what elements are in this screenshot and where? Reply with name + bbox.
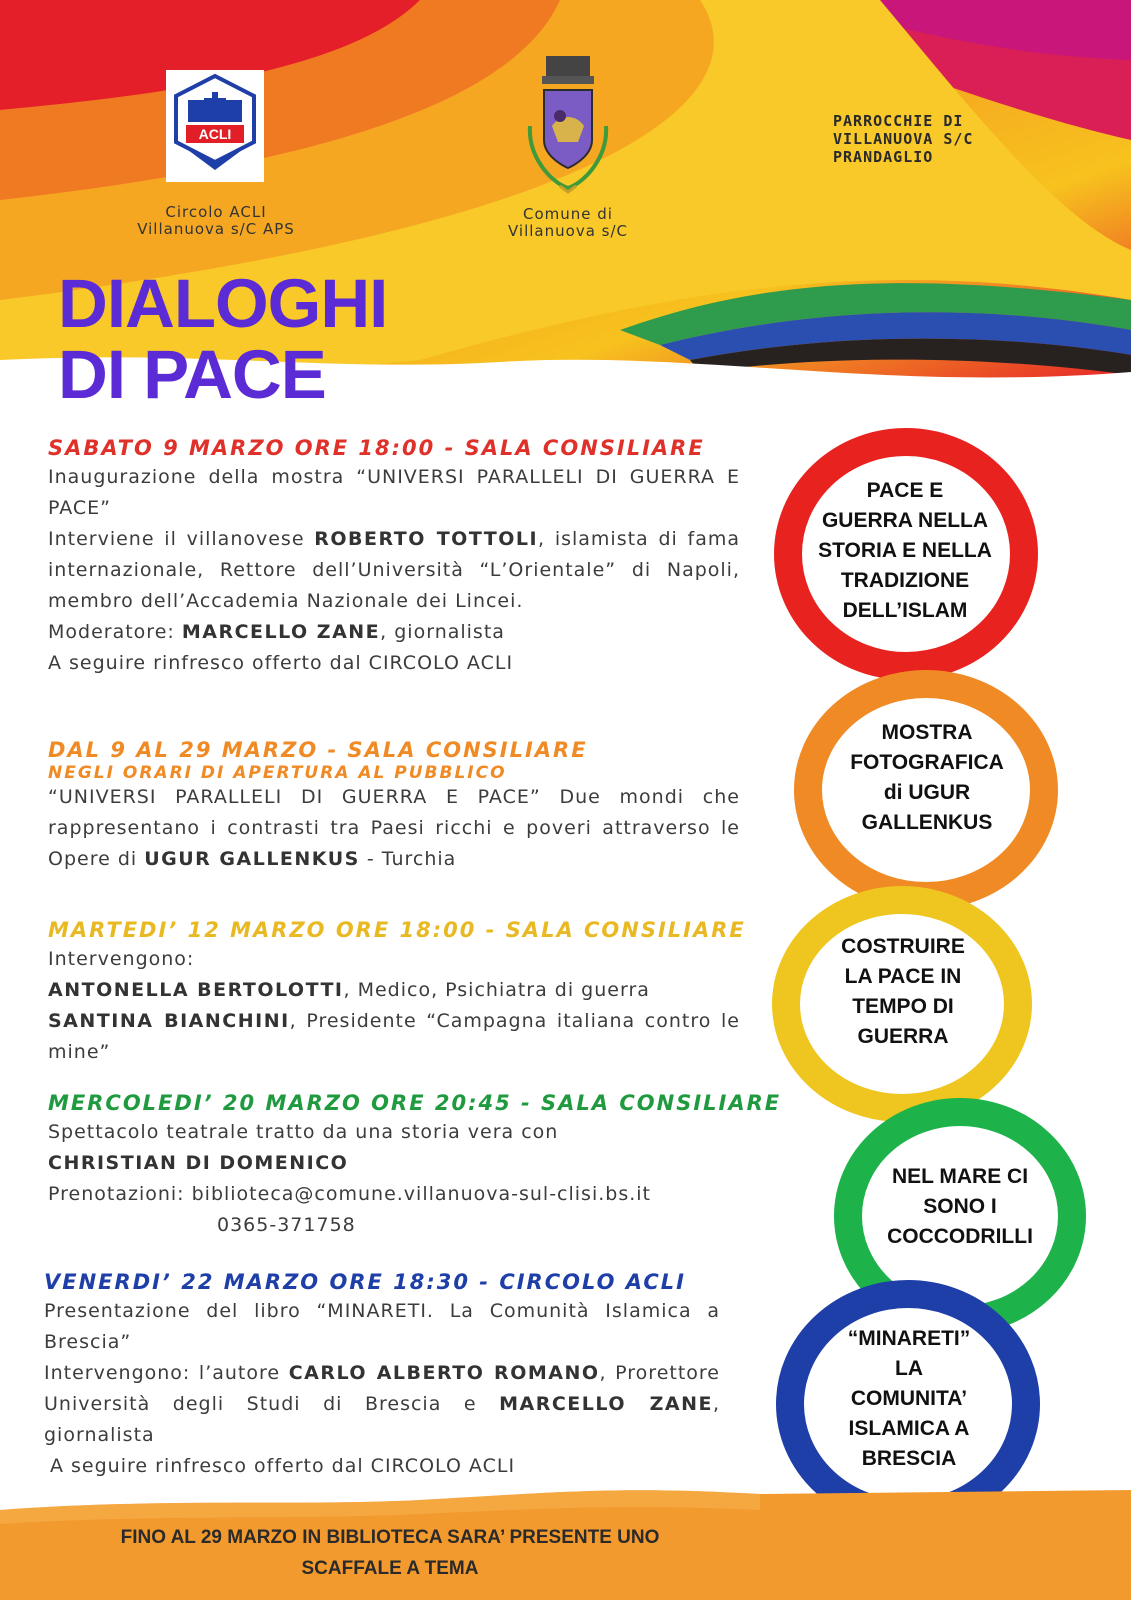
svg-text:ACLI: ACLI: [198, 126, 232, 142]
event-body: Inaugurazione della mostra “UNIVERSI PARALLELI DI GUERRA E PACE” Interviene il villanovese ROBERTO TOTTOLI, islamista di fama internazionale, Rettore dell’Università “L’Orientale” di Napoli, membro dell’Accademia Nazionale dei Lincei. Moderatore: MARCELLO ZANE, giornalista A seguire rinfresco offerto dal CIRCOLO ACLI: [48, 466, 741, 674]
circle-coccodrilli: NEL MARE CI SONO I COCCODRILLI: [820, 1092, 1110, 1342]
event-subheading: NEGLI ORARI DI APERTURA AL PUBBLICO: [48, 763, 507, 783]
circle-costruire: COSTRUIRE LA PACE IN TEMPO DI GUERRA: [758, 880, 1048, 1128]
event-body: Spettacolo teatrale tratto da una storia vera con CHRISTIAN DI DOMENICO Prenotazioni: biblioteca@comune.villanuova-sul-clisi.bs.it 0365-371758: [48, 1121, 652, 1236]
acli-caption: Circolo ACLI Villanuova s/C APS: [137, 203, 295, 238]
comune-crest: [520, 56, 616, 200]
event-body: “UNIVERSI PARALLELI DI GUERRA E PACE” Due mondi che rappresentano i contrasti tra Paesi ricchi e poveri attraverso le Opere di UGUR GALLENKUS - Turchia: [48, 786, 740, 870]
event-heading: DAL 9 AL 29 MARZO - SALA CONSILIARE: [48, 738, 588, 762]
event-body: Intervengono: ANTONELLA BERTOLOTTI, Medico, Psichiatra di guerra SANTINA BIANCHINI, Presidente “Campagna italiana contro le mine”: [48, 948, 740, 1063]
event-2: [48, 736, 740, 875]
circle-pace-guerra: PACE E GUERRA NELLA STORIA E NELLA TRADIZIONE DELL’ISLAM: [760, 418, 1050, 688]
comune-caption: Comune di Villanuova s/C: [508, 205, 628, 240]
footer-note: FINO AL 29 MARZO IN BIBLIOTECA SARA’ PRESENTE UNO SCAFFALE A TEMA: [120, 1527, 660, 1579]
event-heading: SABATO 9 MARZO ORE 18:00 - SALA CONSILIARE: [48, 436, 705, 460]
event-3: [48, 916, 746, 1068]
event-heading: MERCOLEDI’ 20 MARZO ORE 20:45 - SALA CONSILIARE: [48, 1091, 782, 1115]
event-1: [48, 434, 740, 679]
event-heading: MARTEDI’ 12 MARZO ORE 18:00 - SALA CONSILIARE: [48, 918, 746, 942]
circle-mostra: MOSTRA FOTOGRAFICA di UGUR GALLENKUS: [780, 662, 1070, 920]
page-title: DIALOGHI DI PACE: [58, 265, 388, 413]
event-4: [48, 1089, 798, 1241]
event-body: Presentazione del libro “MINARETI. La Comunità Islamica a Brescia” Intervengono: l’autore CARLO ALBERTO ROMANO, Prorettore Università degli Studi di Brescia e MARCELLO ZANE, giornalista A seguire rinfresco offerto dal CIRCOLO ACLI: [44, 1300, 720, 1477]
parish-label: PARROCCHIE DI VILLANUOVA S/C PRANDAGLIO: [833, 112, 974, 166]
circle-minareti: “MINARETI” LA COMUNITA’ ISLAMICA A BRESCIA: [762, 1272, 1052, 1534]
acli-logo: [166, 70, 264, 182]
event-heading: VENERDI’ 22 MARZO ORE 18:30 - CIRCOLO ACLI: [44, 1270, 686, 1294]
event-5: [44, 1268, 720, 1482]
